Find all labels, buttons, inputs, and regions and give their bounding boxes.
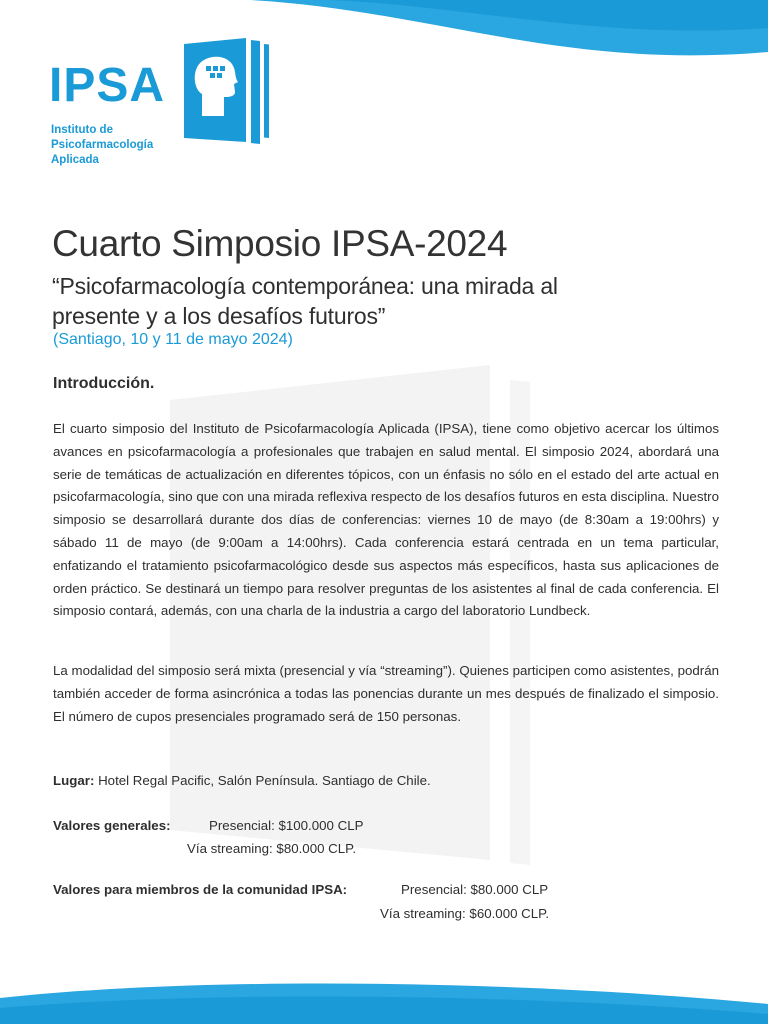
- venue-line: [53, 773, 431, 788]
- brand-name-line: Aplicada: [51, 154, 99, 166]
- general-streaming-price: Vía streaming: $80.000 CLP.: [187, 841, 357, 856]
- venue-value: Hotel Regal Pacific, Salón Península. Santiago de Chile.: [94, 773, 431, 788]
- member-presencial-price: Presencial: $80.000 CLP: [401, 882, 549, 897]
- section-heading: Introducción.: [53, 375, 155, 392]
- member-streaming-price: Vía streaming: $60.000 CLP.: [380, 906, 550, 921]
- bottom-wave-decoration: [0, 964, 768, 1024]
- general-prices-label: Valores generales:: [53, 818, 171, 833]
- venue-label: Lugar: [53, 773, 90, 788]
- brand-name: [51, 123, 153, 168]
- brand-acronym: IPSA: [49, 59, 166, 112]
- brand-name-line: Instituto de: [51, 124, 113, 136]
- page-title: Cuarto Simposio IPSA-2024: [52, 223, 508, 264]
- event-dates: (Santiago, 10 y 11 de mayo 2024): [53, 331, 293, 348]
- head-book-logo-icon: [180, 36, 276, 148]
- member-prices-label: Valores para miembros de la comunidad IPSA:: [53, 882, 348, 897]
- subtitle-line: presente y a los desafíos futuros”: [52, 303, 386, 329]
- modality-paragraph: La modalidad del simposio será mixta (presencial y vía “streaming”). Quienes participen como asistentes, podrán también acceder de forma asincrónica a todas las ponencias durante un mes después de finalizado el simposio. El número de cupos presenciales programado será de 150 personas.: [53, 663, 719, 724]
- general-presencial-price: Presencial: $100.000 CLP: [209, 818, 364, 833]
- subtitle-line: “Psicofarmacología contemporánea: una mirada al: [52, 273, 558, 299]
- venue-colon: :: [89, 773, 95, 788]
- page-subtitle: [52, 271, 732, 331]
- brand-name-line: Psicofarmacología: [51, 139, 154, 151]
- intro-paragraph: El cuarto simposio del Instituto de Psicofarmacología Aplicada (IPSA), tiene como objetivo acercar los últimos avances en psicofarmacología a profesionales que trabajen en salud mental. El simposio 2024, abordará una serie de temáticas de actualización en diferentes tópicos, con un énfasis no sólo en el estado del arte actual en psicofarmacología, sino que con una mirada reflexiva respecto de los desafíos futuros en esta disciplina. Nuestro simposio se desarrollará durante dos días de conferencias: viernes 10 de mayo (de 8:30am a 19:00hrs) y sábado 11 de mayo (de 9:00am a 14:00hrs). Cada conferencia estará centrada en un tema particular, enfatizando el tratamiento psicofarmacológico desde sus aspectos más específicos, hasta sus aplicaciones de orden práctico. Se destinará un tiempo para resolver preguntas de los asistentes al final de cada conferencia. El simposio contará, además, con una charla de la industria a cargo del laboratorio Lundbeck.: [53, 421, 719, 619]
